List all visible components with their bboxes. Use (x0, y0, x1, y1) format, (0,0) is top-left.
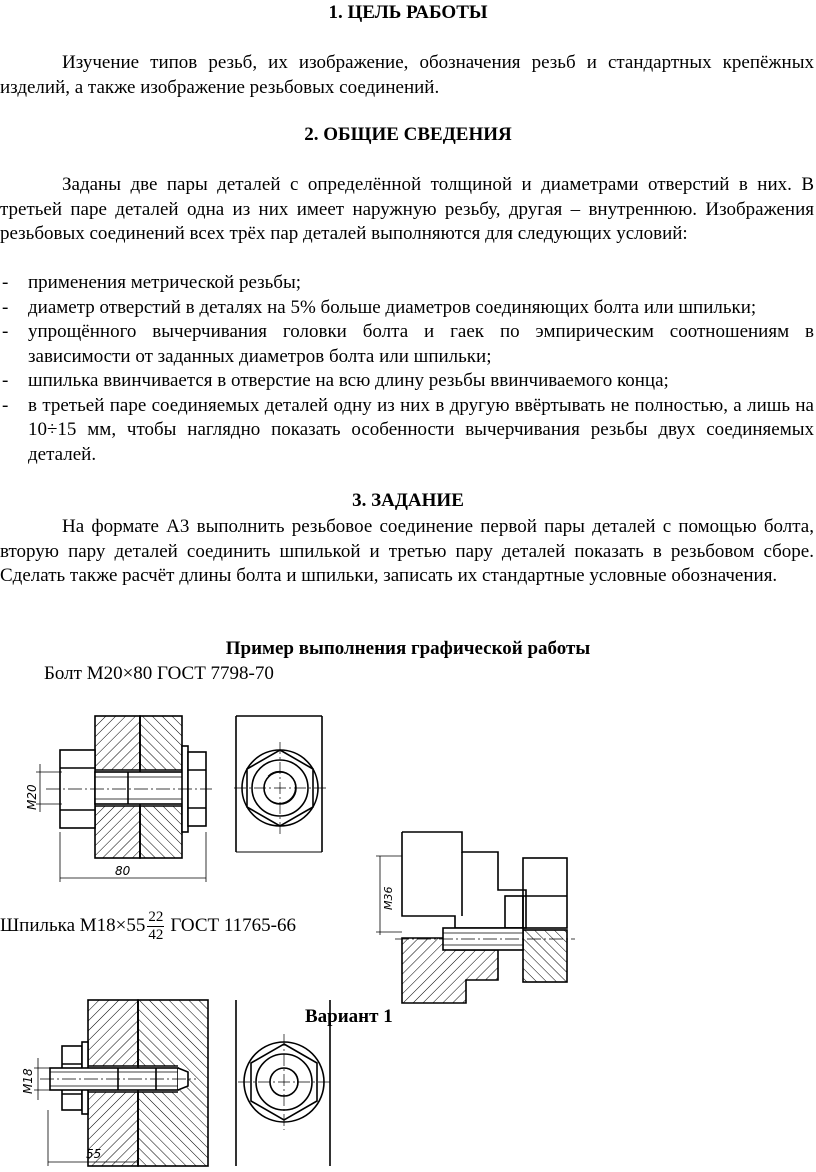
stud-fraction: $\frac{22}{42}$ (148, 909, 164, 943)
assembly-diameter-dim: М36 (382, 886, 395, 910)
bolt-diameter-dim: М20 (25, 784, 39, 810)
list-item: - упрощённого вычерчивания головки болта и гаек по эмпирическим соотношениям в зависимости от заданных диаметров болта или шпильки; (2, 321, 814, 367)
example-heading: Пример выполнения графической работы (225, 638, 591, 659)
section-1-heading: 1. ЦЕЛЬ РАБОТЫ (328, 2, 488, 23)
section-2-paragraph: Заданы две пары деталей с определённой толщиной и диаметрами отверстий в них. В третьей паре деталей одна из них имеет наружную резьбу, другая – внутреннюю. Изображения резьбовых соединений всех трёх пар деталей выполняются для следующих условий: (0, 174, 814, 244)
stud-diameter-dim: М18 (21, 1068, 35, 1094)
list-item: - в третьей паре соединяемых деталей одну из них в другую ввёртывать не полностью, а лишь на 10÷15 мм, чтобы наглядно показать особенности вычерчивания резьбы двух соединяемых деталей. (2, 394, 814, 465)
stud-assembly-side-view (236, 1000, 330, 1166)
list-item: - шпилька ввинчивается в отверстие на всю длину резьбы ввинчиваемого конца; (2, 370, 669, 391)
bolt-assembly-side-view (234, 716, 326, 852)
list-item: - диаметр отверстий в деталях на 5% больше диаметров соединяющих болта или шпильки; (2, 296, 757, 318)
bolt-length-dim: 80 (115, 864, 131, 878)
section-3-paragraph: На формате А3 выполнить резьбовое соединение первой пары деталей с помощью болта, вторую пару деталей соединить шпилькой и третью пару деталей показать в резьбовом сборе. Сделать также расчёт длины болта и шпильки, записать их стандартные условные обозначения. (0, 516, 814, 586)
bolt-assembly-front-view (36, 716, 212, 882)
variant-label: Вариант 1 (305, 1006, 393, 1027)
section-2-heading: 2. ОБЩИЕ СВЕДЕНИЯ (304, 124, 512, 145)
threaded-assembly-view (376, 832, 575, 1003)
section-3-heading: 3. ЗАДАНИЕ (352, 490, 464, 511)
stud-label: Шпилька М18×55 $\frac{22}{42}$ ГОСТ 11765-66 (0, 909, 297, 943)
bolt-label: Болт М20×80 ГОСТ 7798-70 (44, 663, 274, 684)
stud-length-dim: 55 (86, 1147, 102, 1161)
section-1-paragraph: Изучение типов резьб, их изображение, обозначения резьб и стандартных крепёжных изделий, а также изображение резьбовых соединений. (0, 52, 814, 98)
stud-assembly-front-view (34, 1000, 208, 1166)
list-item: - применения метрической резьбы; (2, 272, 302, 293)
